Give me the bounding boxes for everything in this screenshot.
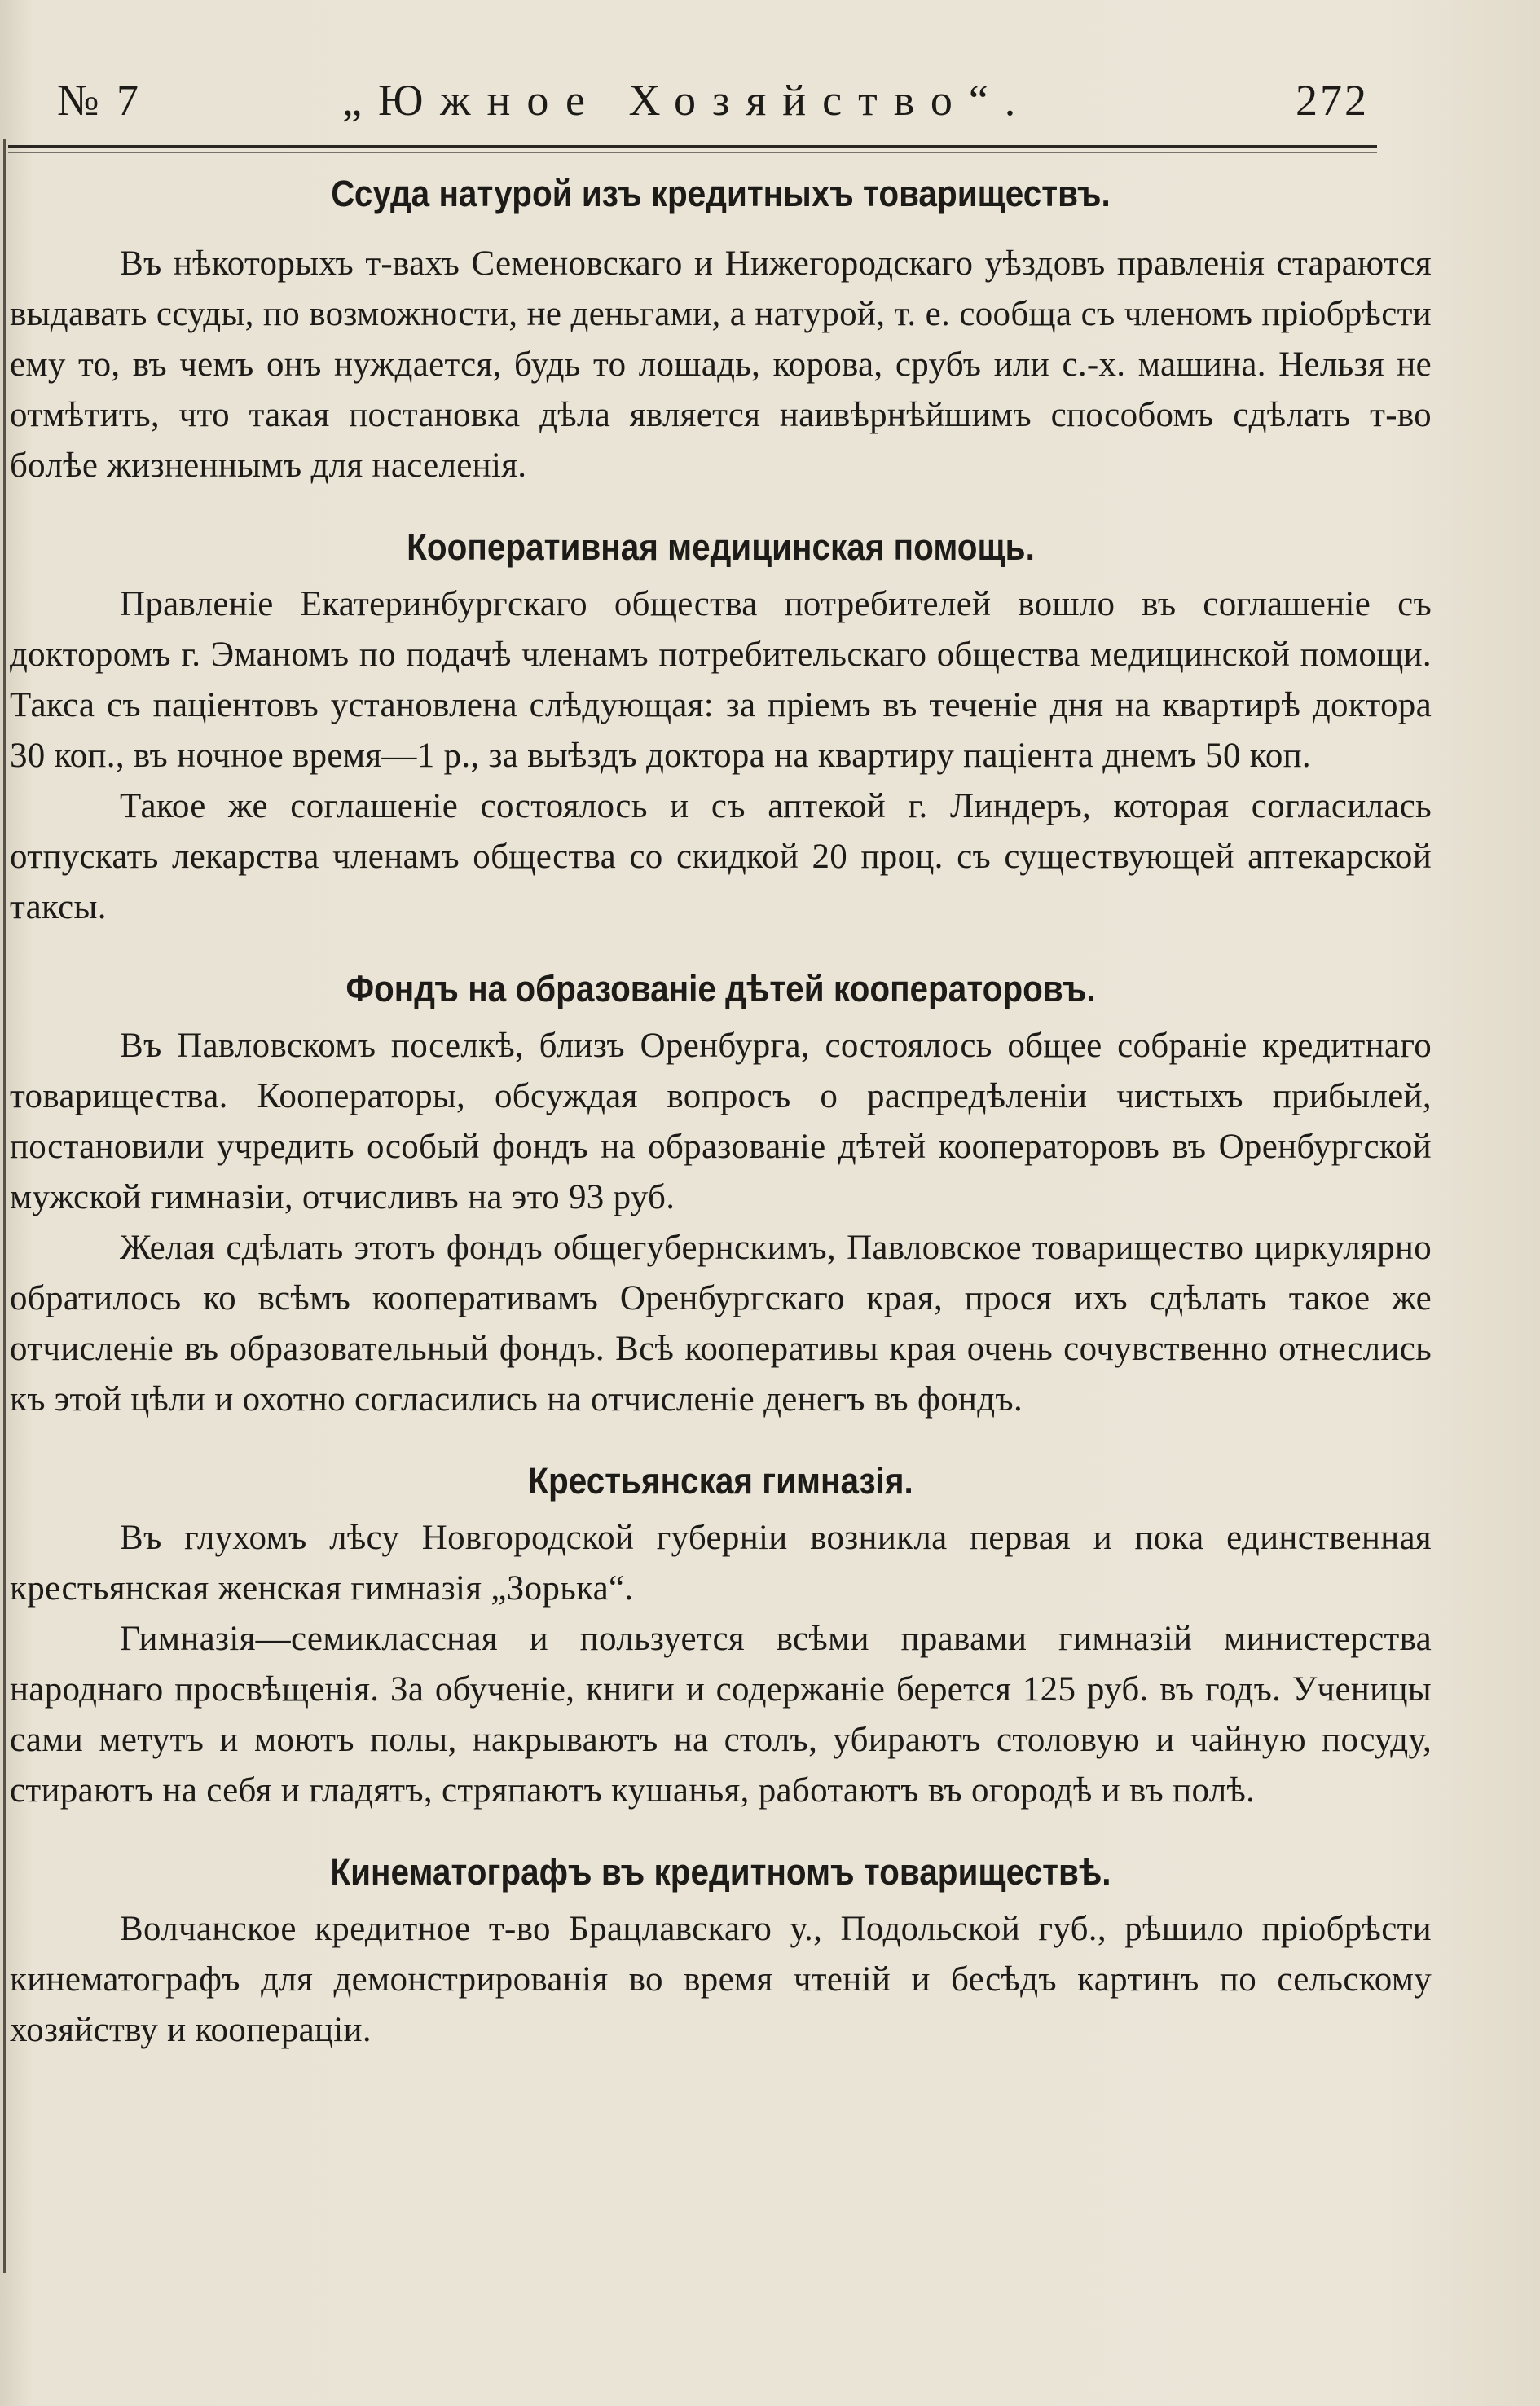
paragraph: Въ глухомъ лѣсу Новгородской губерніи возникла первая и пока единственная крестьянская женская гимназія „Зорька“.: [10, 1519, 1432, 1608]
paragraph: Въ Павловскомъ поселкѣ, близъ Оренбурга, состоялось общее собраніе кредитнаго товарищества. Кооператоры, обсуждая вопросъ о распредѣленіи чистыхъ прибылей, постановили учредить особый фондъ на образованіе дѣтей кооператоровъ въ Оренбургской мужской гимназіи, отчисливъ на это 93 руб.: [10, 1027, 1432, 1216]
page-number: 272: [1296, 76, 1369, 125]
section-title: Крестьянская гимназія.: [528, 1460, 913, 1502]
section-title: Кооперативная медицинская помощь.: [407, 526, 1035, 568]
section-title: Ссуда натурой изъ кредитныхъ товариществъ.: [331, 173, 1111, 214]
running-header: [57, 75, 1377, 132]
header-rule: [8, 145, 1377, 148]
section-title: Фондъ на образованіе дѣтей кооператоровъ.: [345, 968, 1096, 1009]
paragraph: Волчанское кредитное т-во Брацлавскаго у., Подольской губ., рѣшило пріобрѣсти кинематографъ для демонстрированія во время чтеній и бесѣдъ картинъ по сельскому хозяйству и коопераціи.: [10, 1910, 1432, 2049]
paragraph: Такое же соглашеніе состоялось и съ аптекой г. Линдеръ, которая согласилась отпускать лекарства членамъ общества со скидкой 20 проц. съ существующей аптекарской таксы.: [10, 787, 1432, 926]
section-loans-in-kind: [10, 167, 1432, 491]
section-title: Кинематографъ въ кредитномъ товариществѣ.: [330, 1851, 1111, 1893]
section-education-fund: [10, 962, 1432, 1425]
article-column: [10, 167, 1432, 2056]
paragraph: Гимназія—семиклассная и пользуется всѣми правами гимназій министерства народнаго просвѣщенія. За обученіе, книги и содержаніе берется 125 руб. въ годъ. Ученицы сами метутъ и моютъ полы, накрываютъ на столъ, убираютъ столовую и чайную посуду, стираютъ на себя и гладятъ, стряпаютъ кушанья, работаютъ въ огородѣ и въ полѣ.: [10, 1620, 1432, 1810]
journal-title: „Южное Хозяйство“.: [342, 76, 1032, 125]
binding-edge: [3, 139, 6, 2273]
section-cinematograph: [10, 1845, 1432, 2056]
paragraph: Въ нѣкоторыхъ т-вахъ Семеновскаго и Нижегородскаго уѣздовъ правленія стараются выдавать ссуды, по возможности, не деньгами, а натурой, т. е. сообща съ членомъ пріобрѣсти ему то, въ чемъ онъ нуждается, будь то лошадь, корова, срубъ или с.-х. машина. Нельзя не отмѣтить, что такая постановка дѣла является наивѣрнѣйшимъ способомъ сдѣлать т-во болѣе жизненнымъ для населенія.: [10, 244, 1432, 485]
section-peasant-gymnasium: [10, 1454, 1432, 1816]
paragraph: Правленіе Екатеринбургскаго общества потребителей вошло въ соглашеніе съ докторомъ г. Эманомъ по подачѣ членамъ потребительскаго общества медицинской помощи. Такса съ паціентовъ установлена слѣдующая: за пріемъ въ теченіе дня на квартирѣ доктора 30 коп., въ ночное время—1 р., за выѣздъ доктора на квартиру паціента днемъ 50 коп.: [10, 585, 1432, 775]
section-medical-help: [10, 521, 1432, 933]
issue-number: № 7: [57, 76, 143, 125]
paragraph: Желая сдѣлать этотъ фондъ общегубернскимъ, Павловское товарищество циркулярно обратилось ко всѣмъ кооперативамъ Оренбургскаго края, прося ихъ сдѣлать такое же отчисленіе въ образовательный фондъ. Всѣ кооперативы края очень сочувственно отнеслись къ этой цѣли и охотно согласились на отчисленіе денегъ въ фондъ.: [10, 1229, 1432, 1419]
header-rule-thin: [8, 152, 1377, 153]
